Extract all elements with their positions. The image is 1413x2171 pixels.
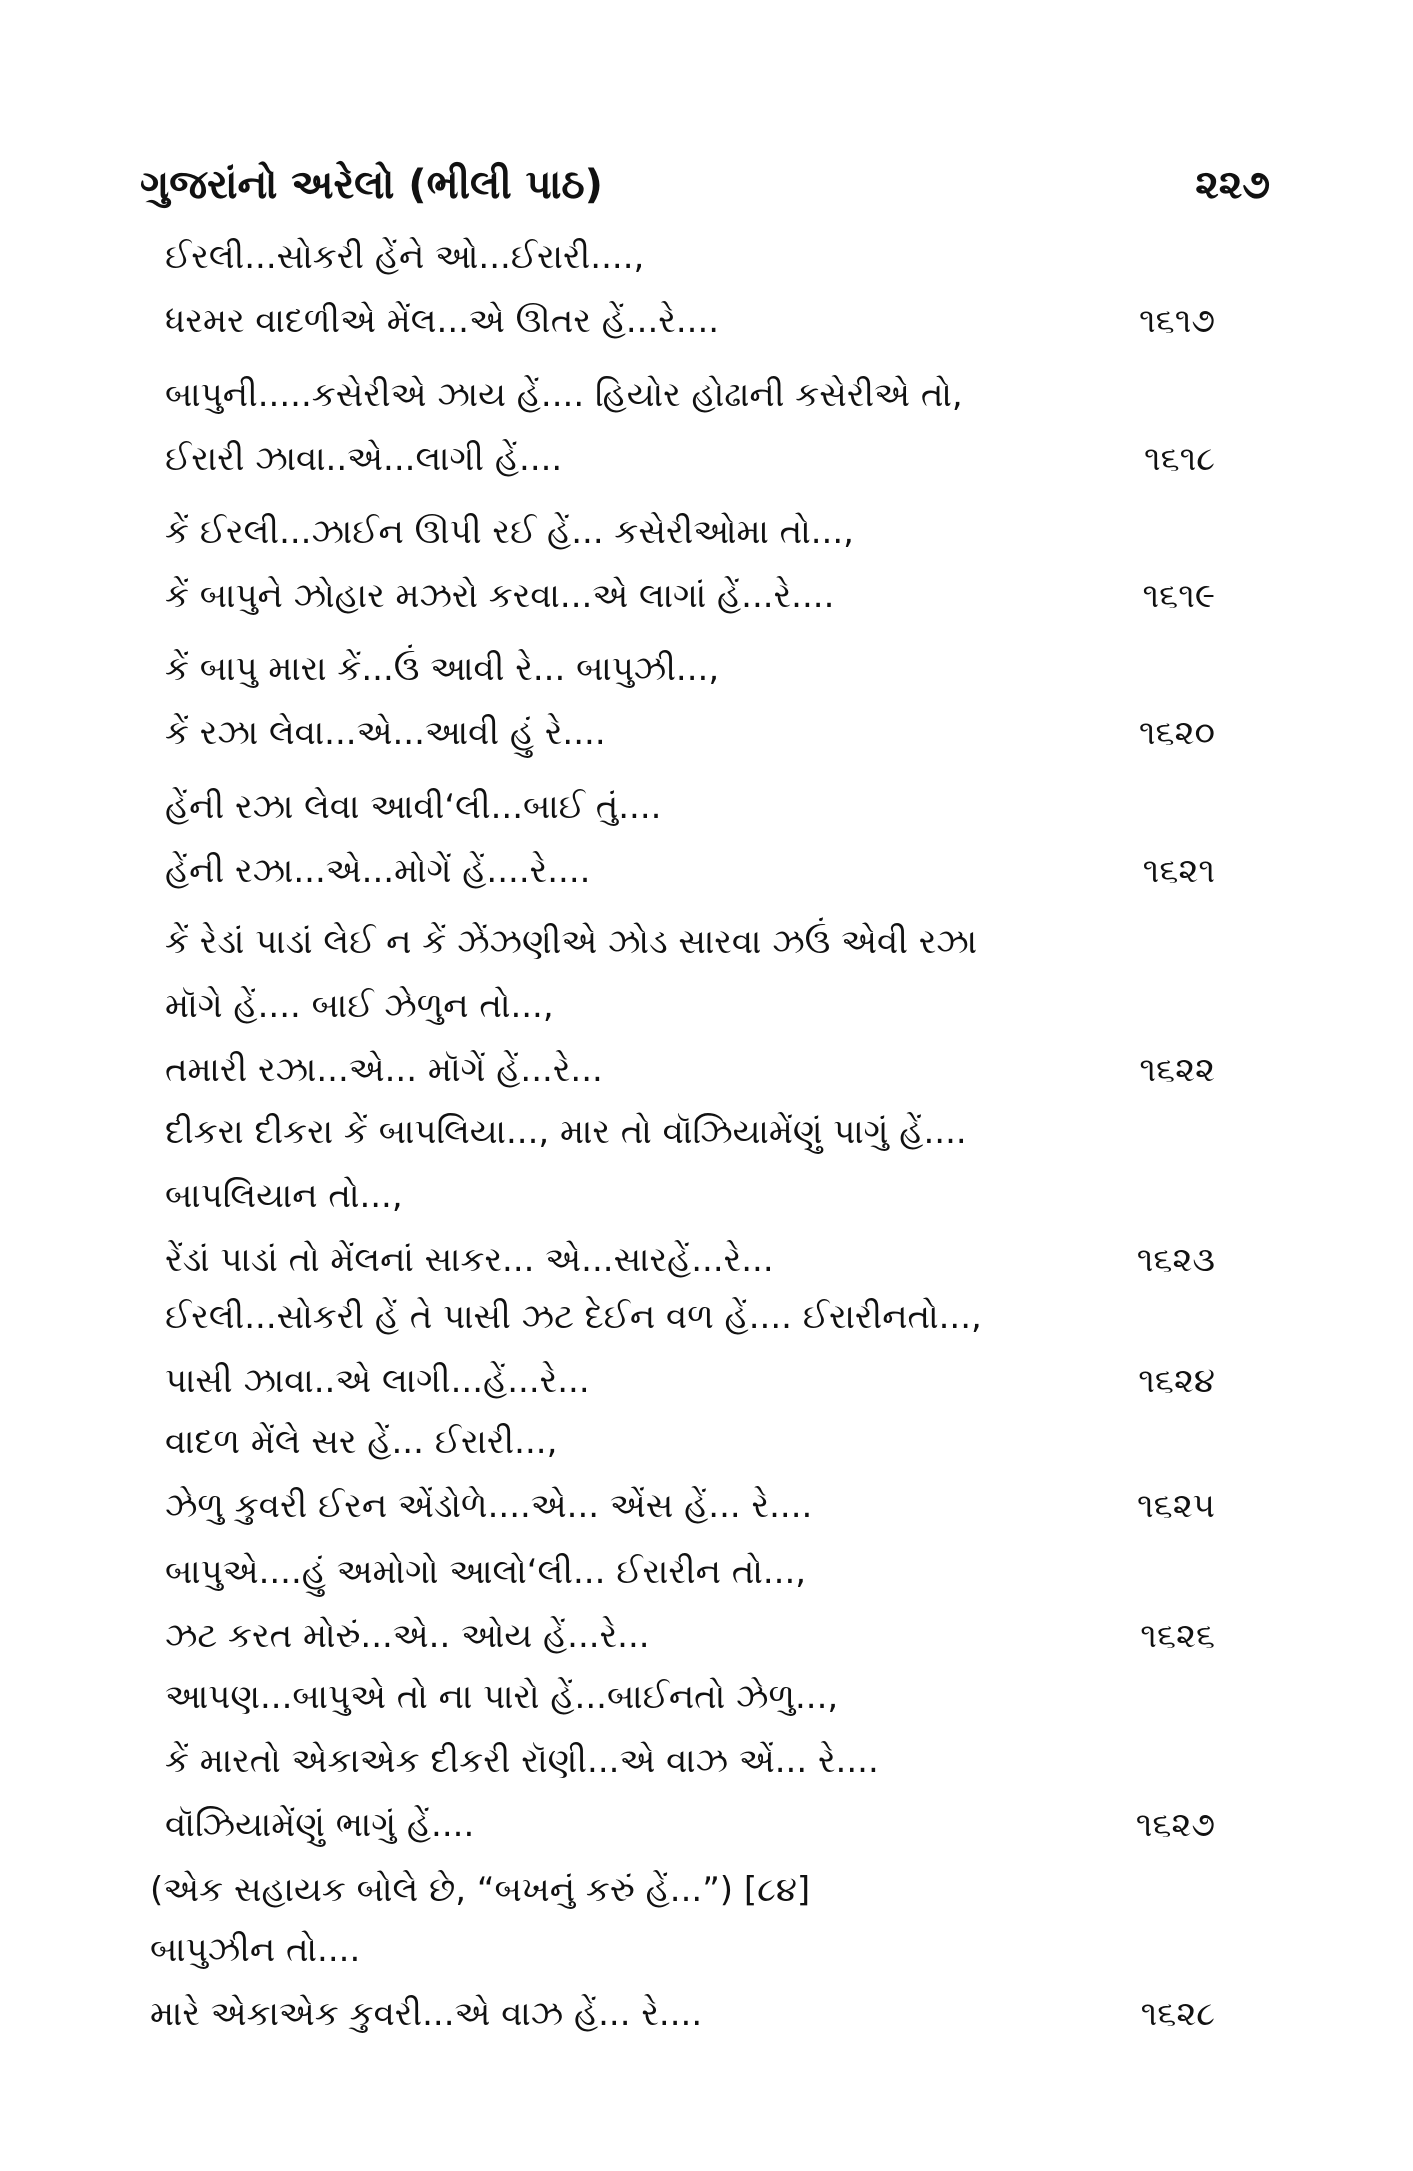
verse-number: ૧૬૨૮ bbox=[1140, 1994, 1215, 2034]
stanza-1625 bbox=[165, 1410, 1215, 1538]
verse-number: ૧૬૧૮ bbox=[1143, 439, 1215, 479]
verse-line: હેંની રઝા...એ...મોગેં હેં....રે.... bbox=[165, 851, 591, 891]
verse-line: ઝેળુ કુવરી ઈરન એંડોળે....એ... એંસ હેં... રે.... bbox=[165, 1486, 813, 1526]
verse-line: કેં બાપુ મારા કેં...ઉં આવી રે... બાપુઝી..., bbox=[165, 649, 720, 689]
verse-line: હેંની રઝા લેવા આવી‘લી...બાઈ તું.... bbox=[165, 787, 662, 827]
verse-line: ઈરલી...સોકરી હેંને ઓ...ઈરારી...., bbox=[165, 237, 645, 277]
verse-line: તમારી રઝા...એ... મૉગેં હેં...રે... bbox=[165, 1050, 603, 1090]
page-number: ૨૨૭ bbox=[1195, 162, 1270, 208]
verse-line: ધરમર વાદળીએ મેંલ...એ ઊતર હેં...રે.... bbox=[165, 301, 720, 341]
stanza-1622 bbox=[165, 910, 1215, 1102]
verse-number: ૧૬૨૪ bbox=[1138, 1361, 1215, 1401]
verse-line: વૉઝિયામેંણું ભાગું હેં.... bbox=[165, 1805, 475, 1845]
running-title: ગુજરાંનો અરેલો (ભીલી પાઠ) bbox=[140, 162, 603, 208]
verse-line: બાપુઝીન તો.... bbox=[150, 1930, 361, 1970]
stanza-1620 bbox=[165, 637, 1215, 765]
stanza-1619 bbox=[165, 500, 1215, 628]
stanza-1618 bbox=[165, 363, 1215, 491]
verse-number: ૧૬૨૨ bbox=[1139, 1050, 1215, 1090]
verse-number: ૧૬૧૭ bbox=[1139, 301, 1215, 341]
verse-number: ૧૬૨૭ bbox=[1135, 1805, 1215, 1845]
stanza-1621 bbox=[165, 775, 1215, 903]
stanza-1627 bbox=[165, 1665, 1215, 1857]
verse-number: ૧૬૨૫ bbox=[1137, 1486, 1215, 1526]
verse-line: વાદળ મેંલે સર હેં... ઈરારી..., bbox=[165, 1422, 558, 1462]
stanza-1624 bbox=[165, 1285, 1215, 1413]
verse-line: કેં બાપુને ઝોહાર મઝરો કરવા...એ લાગાં હેં...રે.... bbox=[165, 576, 835, 616]
verse-number: ૧૬૨૦ bbox=[1138, 713, 1215, 753]
verse-line: મારે એકાએક કુવરી...એ વાઝ હેં... રે.... bbox=[150, 1994, 703, 2034]
stanza-1623 bbox=[165, 1100, 1215, 1292]
verse-line: પાસી ઝાવા..એ લાગી...હેં...રે... bbox=[165, 1361, 590, 1401]
verse-number: ૧૬૧૯ bbox=[1142, 576, 1215, 616]
verse-line: બાપુની.....કસેરીએ ઝાય હેં.... હિયોર હોઢાની કસેરીએ તો, bbox=[165, 375, 963, 415]
verse-line: કેં રઝા લેવા...એ...આવી હું રે.... bbox=[165, 713, 606, 753]
verse-line: બાપુએ....હું અમોગો આલો‘લી... ઈરારીન તો..., bbox=[165, 1552, 807, 1592]
verse-number: ૧૬૨૧ bbox=[1142, 851, 1215, 891]
page-header bbox=[140, 155, 1270, 215]
verse-line: ઈરલી...સોકરી હેં તે પાસી ઝટ દેઈન વળ હેં.... ઈરારીનતો..., bbox=[165, 1297, 982, 1337]
verse-number: ૧૬૨૬ bbox=[1140, 1616, 1215, 1656]
verse-line: દીકરા દીકરા કેં બાપલિયા..., માર તો વૉઝિયામેંણું પાગું હેં.... bbox=[165, 1112, 967, 1152]
verse-line: ઈરારી ઝાવા..એ...લાગી હેં.... bbox=[165, 439, 563, 479]
verse-line: મૉગે હેં.... બાઈ ઝેળુન તો..., bbox=[165, 986, 554, 1026]
stanza-1617 bbox=[165, 225, 1215, 353]
stanza-1628 bbox=[150, 1918, 1215, 2046]
verse-number: ૧૬૨૩ bbox=[1136, 1240, 1215, 1280]
stanza-1626 bbox=[165, 1540, 1215, 1668]
interjection-line: (એક સહાયક બોલે છે, “બખનું કરું હેં...”) [૮૪] bbox=[150, 1870, 811, 1910]
verse-line: બાપલિયાન તો..., bbox=[165, 1176, 403, 1216]
verse-line: કેં ઈરલી...ઝાઈન ઊપી રઈ હેં... કસેરીઓમા તો..., bbox=[165, 512, 854, 552]
verse-line: કેં મારતો એકાએક દીકરી રૉણી...એ વાઝ એં... રે.... bbox=[165, 1741, 879, 1781]
verse-line: ઝટ કરત મોરું...એ.. ઓય હેં...રે... bbox=[165, 1616, 650, 1656]
verse-line: રેંડાં પાડાં તો મેંલનાં સાકર... એ...સારહેં...રે... bbox=[165, 1240, 774, 1280]
verse-line: આપણ...બાપુએ તો ના પારો હેં...બાઈનતો ઝેળુ..., bbox=[165, 1677, 839, 1717]
verse-line: કેં રેડાં પાડાં લેઈ ન કેં ઝેંઝણીએ ઝોડ સારવા ઝઉં એવી રઝા bbox=[165, 922, 978, 962]
